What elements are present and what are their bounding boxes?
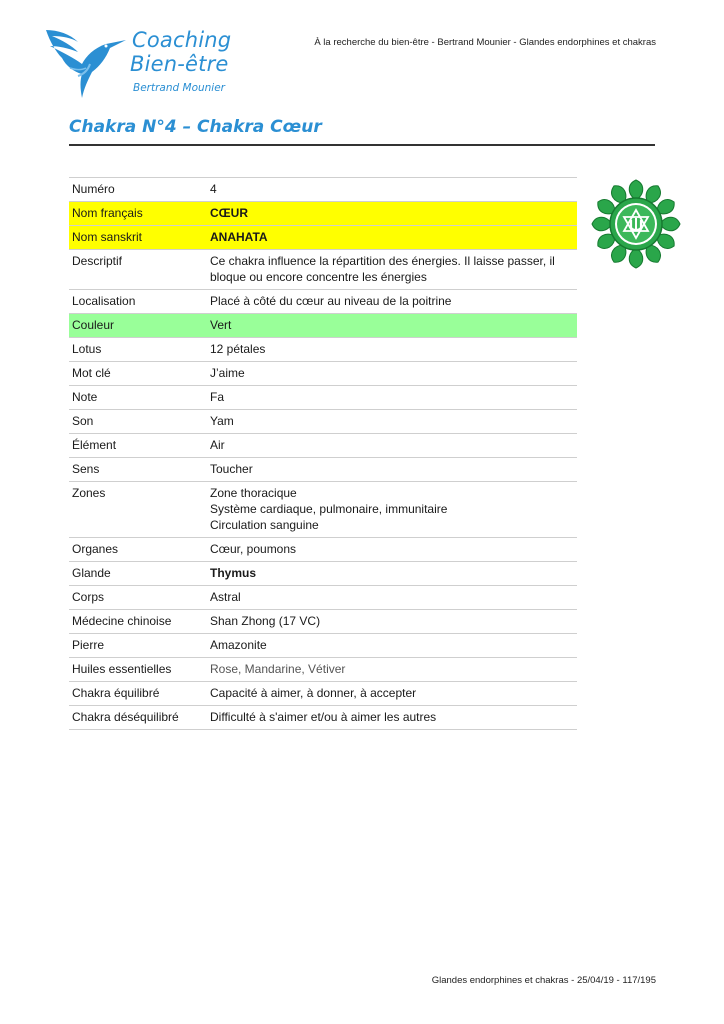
table-row	[69, 682, 577, 706]
lotus-petal	[660, 217, 680, 231]
row-value	[207, 682, 577, 706]
row-label: Élément	[72, 438, 117, 452]
row-value	[207, 410, 577, 434]
table-row	[69, 634, 577, 658]
hummingbird-icon	[44, 24, 134, 102]
row-value	[207, 202, 577, 226]
row-value	[207, 586, 577, 610]
row-value-line: Vert	[210, 318, 232, 332]
row-label: Chakra équilibré	[72, 686, 160, 700]
table-row	[69, 706, 577, 730]
logo-text-bien-etre: Bien-être	[130, 52, 229, 76]
row-label: Son	[72, 414, 94, 428]
row-label: Couleur	[69, 314, 207, 338]
row-value-line: 12 pétales	[210, 342, 266, 356]
table-row	[69, 658, 577, 682]
row-label: Localisation	[72, 294, 136, 308]
row-label: Sens	[72, 462, 100, 476]
row-label: Note	[72, 390, 98, 404]
row-value-line: Air	[210, 438, 225, 452]
row-label: Pierre	[72, 638, 105, 652]
row-label: Nom sanskrit	[69, 226, 207, 250]
table-row	[69, 290, 577, 314]
row-value	[207, 562, 577, 586]
table-row	[69, 458, 577, 482]
row-label: Descriptif	[72, 254, 123, 268]
table-row	[69, 178, 577, 202]
logo-text-coaching: Coaching	[132, 28, 232, 52]
row-value-line: Yam	[210, 414, 234, 428]
row-value-line: J’aime	[210, 366, 245, 380]
row-value-line: Fa	[210, 390, 225, 404]
row-label: Chakra déséquilibré	[72, 710, 179, 724]
row-value	[207, 482, 577, 538]
row-value	[207, 458, 577, 482]
row-label: Corps	[72, 590, 105, 604]
table-row	[69, 250, 577, 290]
row-value	[207, 634, 577, 658]
row-value	[207, 178, 577, 202]
row-value	[207, 538, 577, 562]
coaching-logo	[44, 24, 244, 102]
row-value	[207, 610, 577, 634]
row-value	[207, 362, 577, 386]
row-label: Mot clé	[72, 366, 111, 380]
row-value-line: Difficulté à s'aimer et/ou à aimer les autres	[210, 710, 437, 724]
row-value-line: Toucher	[210, 462, 253, 476]
row-value	[207, 290, 577, 314]
row-label: Huiles essentielles	[72, 662, 172, 676]
heart-chakra-icon	[590, 178, 682, 270]
row-label: Nom français	[69, 202, 207, 226]
row-label: Zones	[72, 486, 106, 500]
lotus-petal	[592, 217, 612, 231]
row-label: Lotus	[72, 342, 102, 356]
row-value	[207, 226, 577, 250]
row-value-line: Capacité à aimer, à donner, à accepter	[210, 686, 417, 700]
row-value	[207, 706, 577, 730]
row-label: Médecine chinoise	[72, 614, 172, 628]
row-value-line: Placé à côté du cœur au niveau de la poitrine	[210, 294, 452, 308]
table-row	[69, 314, 577, 338]
row-value-line: CŒUR	[210, 206, 248, 220]
row-value-line: Ce chakra influence la répartition des énergies. Il laisse passer, il bloque ou encore concentre les énergies	[210, 254, 555, 284]
running-header: À la recherche du bien-être - Bertrand Mounier - Glandes endorphines et chakras	[314, 37, 656, 48]
row-label: Glande	[72, 566, 111, 580]
chakra-table	[69, 177, 577, 730]
row-value-line: Thymus	[210, 566, 257, 580]
row-value-line: ANAHATA	[210, 230, 268, 244]
lotus-petal	[629, 248, 643, 268]
table-row	[69, 338, 577, 362]
table-row	[69, 410, 577, 434]
row-value-line: Amazonite	[210, 638, 267, 652]
table-row	[69, 610, 577, 634]
table-row	[69, 586, 577, 610]
table-row	[69, 386, 577, 410]
row-value	[207, 338, 577, 362]
row-value-line: Astral	[210, 590, 241, 604]
lotus-petal	[629, 180, 643, 200]
row-value-line: Rose, Mandarine, Vétiver	[210, 662, 346, 676]
table-row	[69, 362, 577, 386]
table-row	[69, 562, 577, 586]
logo-author: Bertrand Mounier	[133, 82, 225, 94]
table-row	[69, 482, 577, 538]
row-value	[207, 250, 577, 290]
row-label: Numéro	[72, 182, 115, 196]
row-value	[207, 314, 577, 338]
row-value-line: 4	[210, 182, 217, 196]
row-value-line: Système cardiaque, pulmonaire, immunitaire	[210, 502, 448, 516]
table-row	[69, 434, 577, 458]
row-value	[207, 658, 577, 682]
chakra-table-body	[69, 178, 577, 730]
row-value-line: Shan Zhong (17 VC)	[210, 614, 321, 628]
page-footer: Glandes endorphines et chakras - 25/04/19 - 117/195	[431, 975, 656, 986]
table-row	[69, 226, 577, 250]
row-value-line: Circulation sanguine	[210, 518, 319, 532]
row-value-line: Cœur, poumons	[210, 542, 297, 556]
row-label: Organes	[72, 542, 119, 556]
title-divider	[69, 144, 655, 146]
row-value-line: Zone thoracique	[210, 486, 297, 500]
table-row	[69, 202, 577, 226]
table-row	[69, 538, 577, 562]
row-value	[207, 434, 577, 458]
row-value	[207, 386, 577, 410]
page-title: Chakra N°4 – Chakra Cœur	[69, 117, 322, 137]
